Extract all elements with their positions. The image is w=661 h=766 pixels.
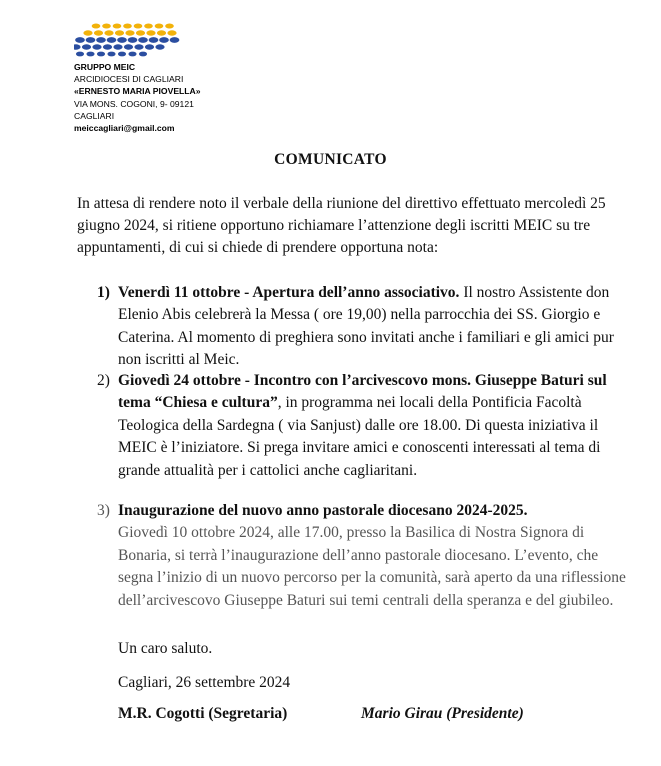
list-item-3 (97, 500, 627, 612)
logo-dot (155, 23, 164, 28)
header-diocese: ARCIDIOCESI DI CAGLIARI (74, 74, 184, 85)
logo-dot (123, 23, 132, 28)
header-name: «ERNESTO MARIA PIOVELLA» (74, 86, 201, 97)
logo-dot (113, 44, 122, 49)
logo-dot (97, 52, 105, 57)
logo-dot (165, 23, 174, 28)
place-date: Cagliari, 26 settembre 2024 (118, 674, 291, 691)
logo-dot (155, 44, 164, 49)
logo-dot (128, 52, 136, 57)
logo-dot (170, 37, 180, 43)
logo-dot (115, 30, 124, 35)
document-title: COMUNICATO (274, 151, 387, 168)
logo-dot (82, 44, 91, 49)
header-org: GRUPPO MEIC (74, 62, 136, 72)
list-item-1 (97, 282, 627, 372)
list-item-text: Il nostro Assistente don Elenio Abis celebrerà la Messa ( ore 19,00) nella parrocchia dei SS. Giorgio e Caterina. Al momento di preghiera sono invitati anche i familiari e gli amici pur non iscritti al Meic. (118, 284, 614, 369)
logo-dot (104, 30, 113, 35)
signature-secretary: M.R. Cogotti (Segretaria) (118, 705, 288, 722)
logo-dot (96, 37, 106, 43)
logo-dot (134, 23, 143, 28)
header-email: meiccagliari@gmail.com (74, 123, 175, 134)
logo-dot (136, 30, 145, 35)
meic-logo (74, 22, 186, 62)
logo-dot (92, 23, 101, 28)
logo-dot (74, 44, 81, 49)
header-street: VIA MONS. COGONI, 9- 09121 (74, 98, 194, 109)
logo-dot (102, 23, 111, 28)
logo-dot (145, 44, 154, 49)
list-item-heading: Venerdì 11 ottobre - Apertura dell’anno associativo. (118, 284, 460, 301)
sender-header (74, 61, 201, 134)
logo-dot (75, 37, 85, 43)
list-item-text: , in programma nei locali della Pontificia Facoltà Teologica della Sardegna ( via Sanjust) dalle ore 18.00. Di questa iniziativa il MEIC è l’iniziatore. Si prega invitare amici e conoscenti interessati al tema di grande attualità per i cattolici anche cagliaritani. (118, 394, 601, 479)
logo-dot (128, 37, 138, 43)
list-item-2 (97, 370, 627, 482)
list-number: 2) (97, 372, 110, 389)
list-item-text: Giovedì 10 ottobre 2024, alle 17.00, presso la Basilica di Nostra Signora di Bonaria, si terrà l’inaugurazione dell’anno pastorale diocesano. L’evento, che segna l’inizio di un nuovo percorso per la comunità, sarà aperto da una riflessione dell’arcivescovo Giuseppe Baturi sui temi centrali della speranza e del giubileo. (118, 524, 626, 609)
intro-paragraph: In attesa di rendere noto il verbale della riunione del direttivo effettuato mercoledì 25 giugno 2024, si ritiene opportuno richiamare l’attenzione degli iscritti MEIC su tre appuntamenti, di cui si chiede di prendere opportuna nota: (77, 195, 606, 256)
logo-dot (125, 30, 134, 35)
logo-dot (146, 30, 155, 35)
logo-dot (159, 37, 169, 43)
signature-president: Mario Girau (Presidente) (361, 705, 524, 722)
logo-dot (107, 52, 115, 57)
list-number: 1) (97, 284, 110, 301)
logo-dot (86, 52, 94, 57)
logo-dot (76, 52, 84, 57)
list-item-heading: Giovedì 24 ottobre - Incontro con l’arcivescovo mons. Giuseppe Baturi sul tema “Chiesa e cultura” (118, 372, 607, 412)
logo-dot (144, 23, 153, 28)
logo-dot (86, 37, 96, 43)
header-city: CAGLIARI (74, 110, 115, 121)
logo-dot (134, 44, 143, 49)
logo-dot (103, 44, 112, 49)
list-item-heading: Inaugurazione del nuovo anno pastorale diocesano 2024-2025. (118, 502, 528, 519)
logo-dot (92, 44, 101, 49)
logo-dot (138, 37, 148, 43)
logo-dot (113, 23, 122, 28)
logo-dot (94, 30, 103, 35)
logo-dot (118, 52, 126, 57)
logo-dot (167, 30, 176, 35)
logo-dot (107, 37, 117, 43)
logo-dot (117, 37, 127, 43)
list-number: 3) (97, 502, 110, 519)
logo-dot (124, 44, 133, 49)
logo-dot (157, 30, 166, 35)
logo-dot (149, 37, 159, 43)
logo-dot (83, 30, 92, 35)
logo-dot (139, 52, 147, 57)
closing-greeting: Un caro saluto. (118, 640, 213, 657)
